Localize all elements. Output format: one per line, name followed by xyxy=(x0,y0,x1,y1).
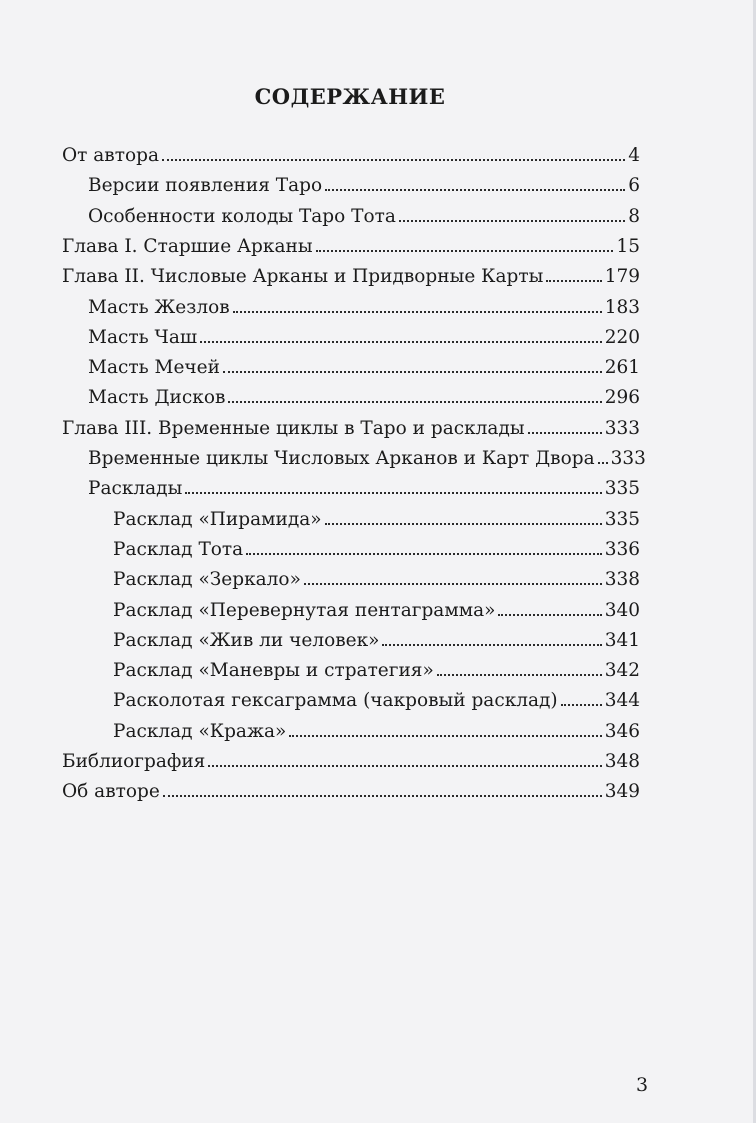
toc-leader-dots xyxy=(200,341,602,343)
toc-leader-dots xyxy=(223,371,602,373)
toc-entry-title: Масть Дисков xyxy=(88,387,226,408)
toc-entry-title: Масть Жезлов xyxy=(88,297,230,318)
toc-entry[interactable] xyxy=(88,325,640,351)
toc-entry[interactable] xyxy=(88,446,646,472)
toc-entry-page: 342 xyxy=(604,660,640,681)
toc-entry-title: Глава III. Временные циклы в Таро и расклады xyxy=(62,418,525,439)
toc-entry-page: 338 xyxy=(604,569,640,590)
toc-entry-title: Глава I. Старшие Арканы xyxy=(62,236,313,257)
toc-entry-title: Расклад «Маневры и стратегия» xyxy=(113,660,434,681)
toc-leader-dots xyxy=(246,553,601,555)
toc-entry-page: 335 xyxy=(604,509,640,530)
toc-entry-page: 261 xyxy=(604,357,640,378)
toc-leader-dots xyxy=(162,159,625,161)
toc-leader-dots xyxy=(325,523,602,525)
toc-entry[interactable] xyxy=(113,598,640,624)
toc-entry[interactable] xyxy=(62,416,640,442)
toc-entry-page: 348 xyxy=(604,751,640,772)
page-number: 3 xyxy=(636,1074,649,1096)
toc-entry-title: Масть Мечей xyxy=(88,357,220,378)
toc-leader-dots xyxy=(185,492,601,494)
toc-leader-dots xyxy=(304,583,602,585)
toc-entry[interactable] xyxy=(62,264,640,290)
toc-entry-page: 346 xyxy=(604,721,640,742)
toc-entry-title: Расклады xyxy=(88,478,183,499)
toc-entry[interactable] xyxy=(113,658,640,684)
toc-entry[interactable] xyxy=(88,295,640,321)
toc-entry-title: Об авторе xyxy=(62,781,160,802)
toc-entry[interactable] xyxy=(113,688,640,714)
toc-leader-dots xyxy=(399,220,625,222)
toc-entry-page: 4 xyxy=(628,145,640,166)
toc-entry[interactable] xyxy=(113,567,640,593)
toc-entry[interactable] xyxy=(62,143,640,169)
toc-entry-title: Глава II. Числовые Арканы и Придворные Карты xyxy=(62,266,544,287)
toc-entry-page: 336 xyxy=(604,539,640,560)
toc-entry-title: Масть Чаш xyxy=(88,327,198,348)
toc-entry[interactable] xyxy=(113,537,640,563)
toc-entry-title: Расклад «Кража» xyxy=(113,721,287,742)
toc-entry[interactable] xyxy=(62,234,640,260)
toc-leader-dots xyxy=(546,280,601,282)
page-title: СОДЕРЖАНИЕ xyxy=(254,84,446,109)
toc-entry[interactable] xyxy=(113,719,640,745)
toc-entry-title: Расклад «Жив ли человек» xyxy=(113,630,380,651)
toc-entry-page: 220 xyxy=(604,327,640,348)
toc-entry[interactable] xyxy=(113,628,640,654)
toc-leader-dots xyxy=(228,401,601,403)
toc-leader-dots xyxy=(163,795,602,797)
toc-entry-page: 296 xyxy=(604,387,640,408)
toc-entry-title: От автора xyxy=(62,145,159,166)
toc-leader-dots xyxy=(561,704,602,706)
toc-entry-title: Особенности колоды Таро Тота xyxy=(88,206,396,227)
toc-entry-title: Версии появления Таро xyxy=(88,175,323,196)
toc-entry-page: 8 xyxy=(628,206,640,227)
toc-entry[interactable] xyxy=(62,749,640,775)
toc-entry-page: 15 xyxy=(616,236,640,257)
toc-leader-dots xyxy=(498,614,601,616)
toc-entry-title: Библиография xyxy=(62,751,206,772)
toc-entry[interactable] xyxy=(88,204,640,230)
toc-entry-title: Расколотая гексаграмма (чакровый расклад) xyxy=(113,690,558,711)
toc-entry-title: Временные циклы Числовых Арканов и Карт Двора xyxy=(88,448,595,469)
toc-entry-page: 340 xyxy=(604,600,640,621)
toc-leader-dots xyxy=(382,644,601,646)
toc-leader-dots xyxy=(233,311,602,313)
toc-entry-title: Расклад «Перевернутая пентаграмма» xyxy=(113,600,496,621)
toc-leader-dots xyxy=(437,674,602,676)
toc-entry-page: 335 xyxy=(604,478,640,499)
toc-entry-page: 179 xyxy=(604,266,640,287)
toc-entry-page: 333 xyxy=(604,418,640,439)
toc-entry-page: 333 xyxy=(610,448,646,469)
toc-entry[interactable] xyxy=(88,173,640,199)
toc-entry-title: Расклад «Пирамида» xyxy=(113,509,322,530)
toc-entry-title: Расклад Тота xyxy=(113,539,244,560)
toc-entry[interactable] xyxy=(88,385,640,411)
toc-leader-dots xyxy=(208,765,601,767)
toc-entry-page: 6 xyxy=(628,175,640,196)
toc-leader-dots xyxy=(289,735,601,737)
toc-entry-page: 183 xyxy=(604,297,640,318)
toc-entry-page: 349 xyxy=(604,781,640,802)
toc-entry[interactable] xyxy=(113,507,640,533)
toc-entry[interactable] xyxy=(88,355,640,381)
toc-leader-dots xyxy=(598,462,608,464)
toc-leader-dots xyxy=(325,189,625,191)
toc-entry-title: Расклад «Зеркало» xyxy=(113,569,301,590)
toc-entry-page: 341 xyxy=(604,630,640,651)
toc-leader-dots xyxy=(528,432,602,434)
toc-entry[interactable] xyxy=(88,476,640,502)
toc-leader-dots xyxy=(316,250,614,252)
toc-entry[interactable] xyxy=(62,779,640,805)
toc-entry-page: 344 xyxy=(604,690,640,711)
